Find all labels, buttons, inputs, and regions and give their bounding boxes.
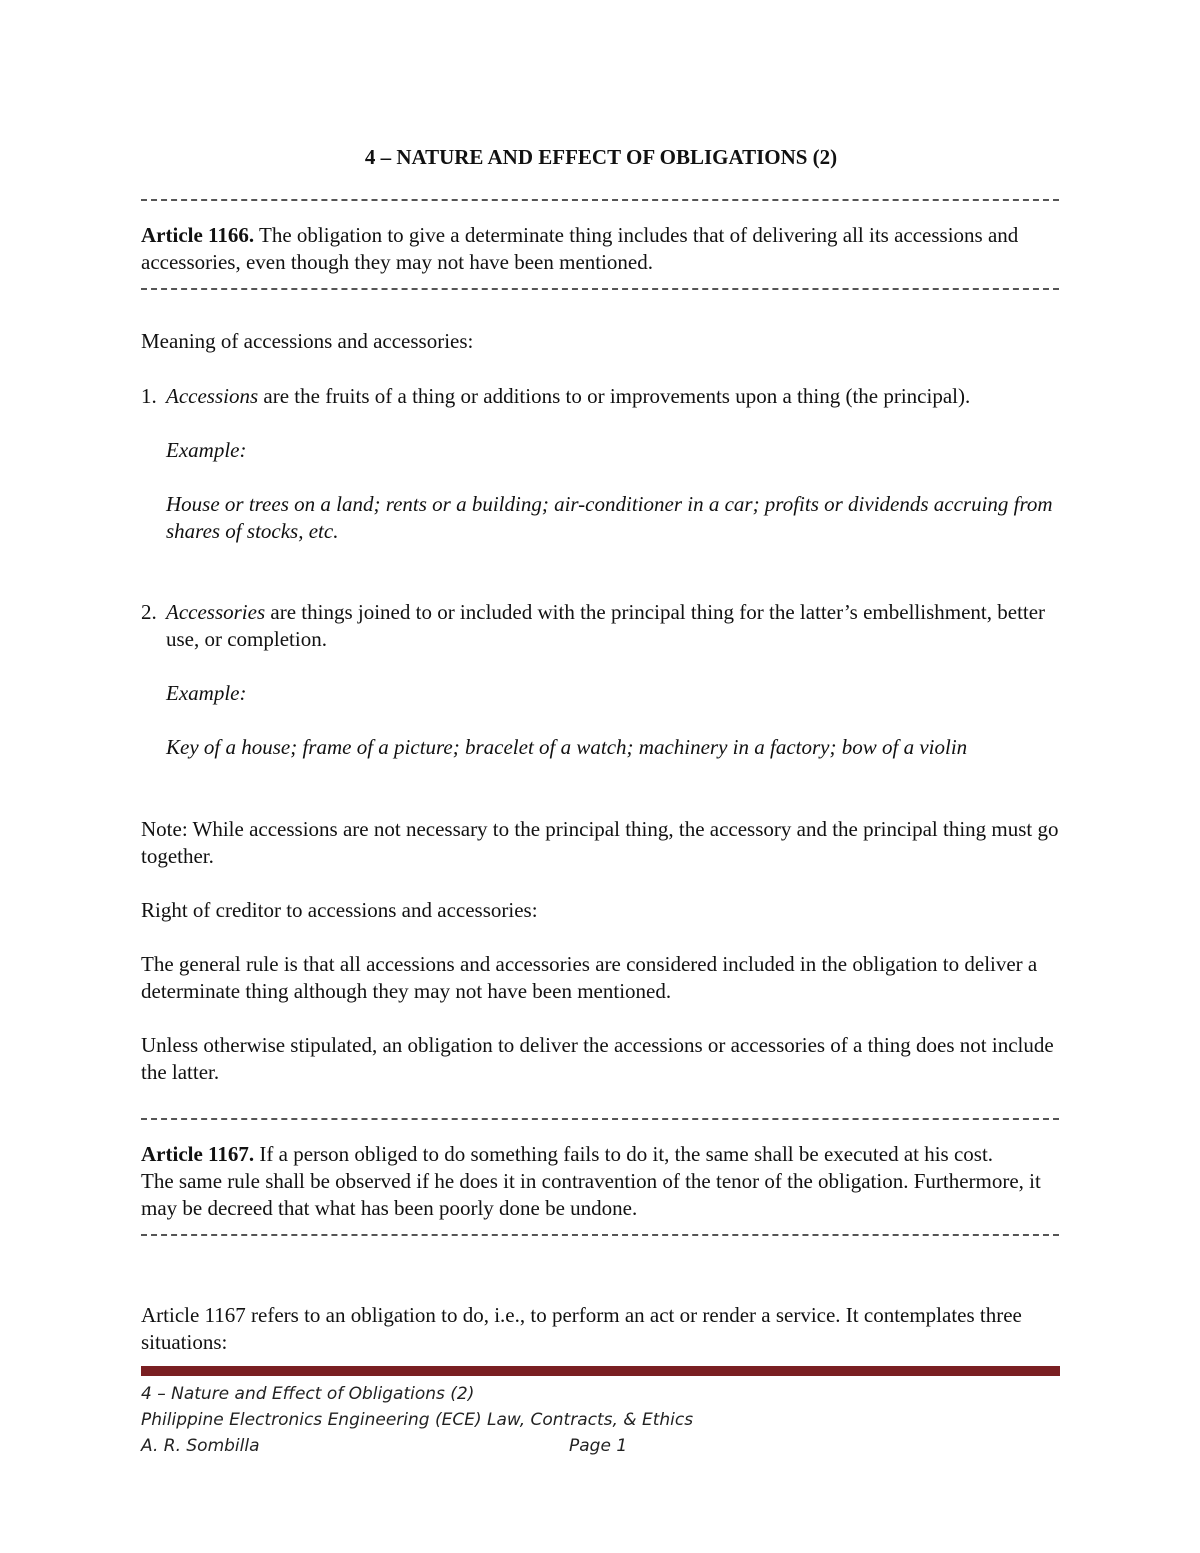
footer-course: Philippine Electronics Engineering (ECE) Law, Contracts, & Ethics [141,1410,694,1430]
note-paragraph: Note: While accessions are not necessary to the principal thing, the accessory and the principal thing must go together. [141,817,1059,868]
general-rule-paragraph: The general rule is that all accessions and accessories are considered included in the obligation to deliver a determinate thing although they may not have been mentioned. [141,952,1038,1003]
dashed-divider [141,1234,1059,1237]
article-1166-label: Article 1166. [141,223,255,247]
term-accessories: Accessories [166,600,266,624]
article-1166-block [141,199,1061,291]
article-1166-text [141,222,1061,276]
article-1167-text-2: The same rule shall be observed if he does it in contravention of the tenor of the obligation. Furthermore, it may be decreed that what has been poorly done be undone. [141,1169,1041,1220]
article-1167-body: If a person obliged to do something fails to do it, the same shall be executed at his cost. [254,1142,994,1166]
list-number: 2. [141,600,157,624]
footer-divider-bar [141,1366,1060,1376]
list-item-accessories [141,599,1061,761]
dashed-divider [141,1118,1059,1121]
example-label: Example: [166,681,247,705]
page-title: 4 – NATURE AND EFFECT OF OBLIGATIONS (2) [364,145,838,169]
article-1167-note: Article 1167 refers to an obligation to do, i.e., to perform an act or render a service. It contemplates three situations: [141,1303,1022,1354]
example-text: House or trees on a land; rents or a building; air-conditioner in a car; profits or dividends accruing from shares of stocks, etc. [166,492,1053,543]
example-text: Key of a house; frame of a picture; bracelet of a watch; machinery in a factory; bow of a violin [166,735,968,759]
article-1167-label: Article 1167. [141,1142,255,1166]
footer-author: A. R. Sombilla [141,1436,260,1456]
list-item-accessions [141,383,1061,545]
accessions-definition: are the fruits of a thing or additions to or improvements upon a thing (the principal). [258,384,971,408]
article-1167-block [141,1118,1061,1237]
dashed-divider [141,288,1059,291]
article-1167-text [141,1141,1061,1168]
accessories-definition: are things joined to or included with the principal thing for the latter’s embellishment, better use, or completion. [166,600,1046,651]
page-footer [141,1381,1061,1459]
example-label: Example: [166,438,247,462]
meaning-heading: Meaning of accessions and accessories: [141,329,474,353]
unless-paragraph: Unless otherwise stipulated, an obligation to deliver the accessions or accessories of a thing does not include the latter. [141,1033,1054,1084]
term-accessions: Accessions [166,384,259,408]
right-heading: Right of creditor to accessions and accessories: [141,898,538,922]
article-1166-body: The obligation to give a determinate thing includes that of delivering all its accessions and accessories, even though they may not have been mentioned. [141,223,1019,274]
list-number: 1. [141,384,157,408]
footer-title: 4 – Nature and Effect of Obligations (2) [141,1384,475,1404]
dashed-divider [141,199,1059,202]
page-number: Page 1 [569,1436,628,1456]
